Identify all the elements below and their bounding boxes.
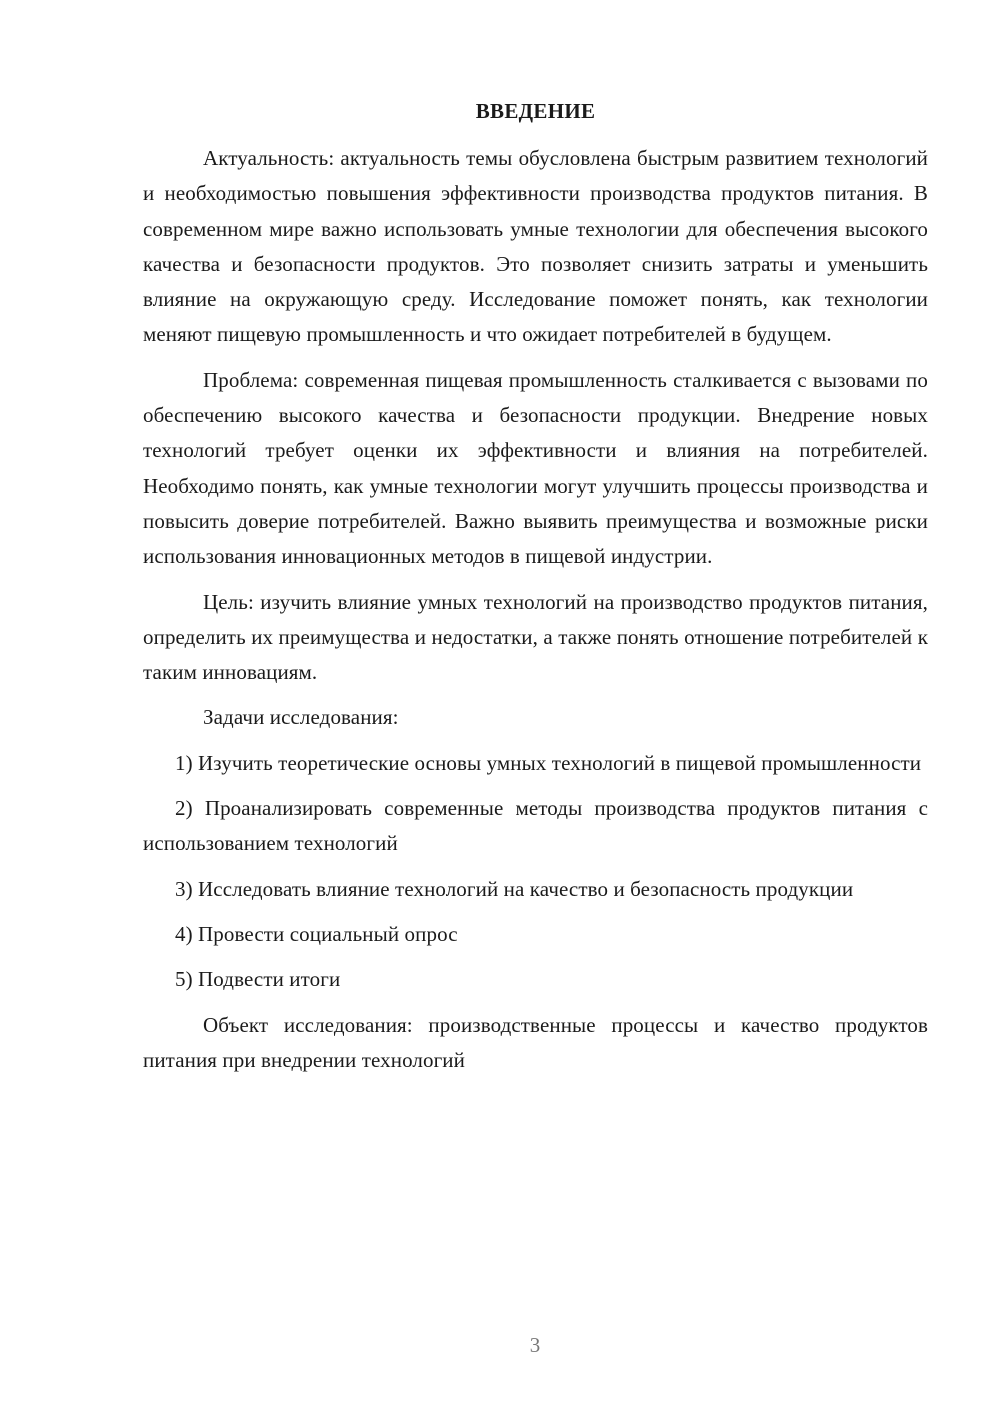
task-item: 4) Провести социальный опрос xyxy=(175,921,458,946)
task-item: 3) Исследовать влияние технологий на качество и безопасность продукции xyxy=(175,876,854,901)
page-content xyxy=(143,94,928,1088)
tasks-heading: Задачи исследования: xyxy=(203,705,399,730)
page-number: 3 xyxy=(529,1333,541,1357)
task-item: 2) Проанализировать современные методы производства продуктов питания с использованием технологий xyxy=(143,796,928,856)
object-paragraph: Объект исследования: производственные процессы и качество продуктов питания при внедрении технологий xyxy=(143,1012,928,1072)
problem-paragraph: Проблема: современная пищевая промышленность сталкивается с вызовами по обеспечению высокого качества и безопасности продукции. Внедрение новых технологий требует оценки их эффективности и влияния на потребителей. Необходимо понять, как умные технологии могут улучшить процессы производства и повысить доверие потребителей. Важно выявить преимущества и возможные риски использования инновационных методов в пищевой индустрии. xyxy=(143,367,928,569)
task-item: 1) Изучить теоретические основы умных технологий в пищевой промышленности xyxy=(175,750,922,775)
relevance-paragraph: Актуальность: актуальность темы обусловлена быстрым развитием технологий и необходимостью повышения эффективности производства продуктов питания. В современном мире важно использовать умные технологии для обеспечения высокого качества и безопасности продуктов. Это позволяет снизить затраты и уменьшить влияние на окружающую среду. Исследование поможет понять, как технологии меняют пищевую промышленность и что ожидает потребителей в будущем. xyxy=(143,146,928,347)
task-item: 5) Подвести итоги xyxy=(175,967,341,992)
section-title: ВВЕДЕНИЕ xyxy=(475,99,596,123)
goal-paragraph: Цель: изучить влияние умных технологий на производство продуктов питания, определить их преимущества и недостатки, а также понять отношение потребителей к таким инновациям. xyxy=(143,589,928,685)
